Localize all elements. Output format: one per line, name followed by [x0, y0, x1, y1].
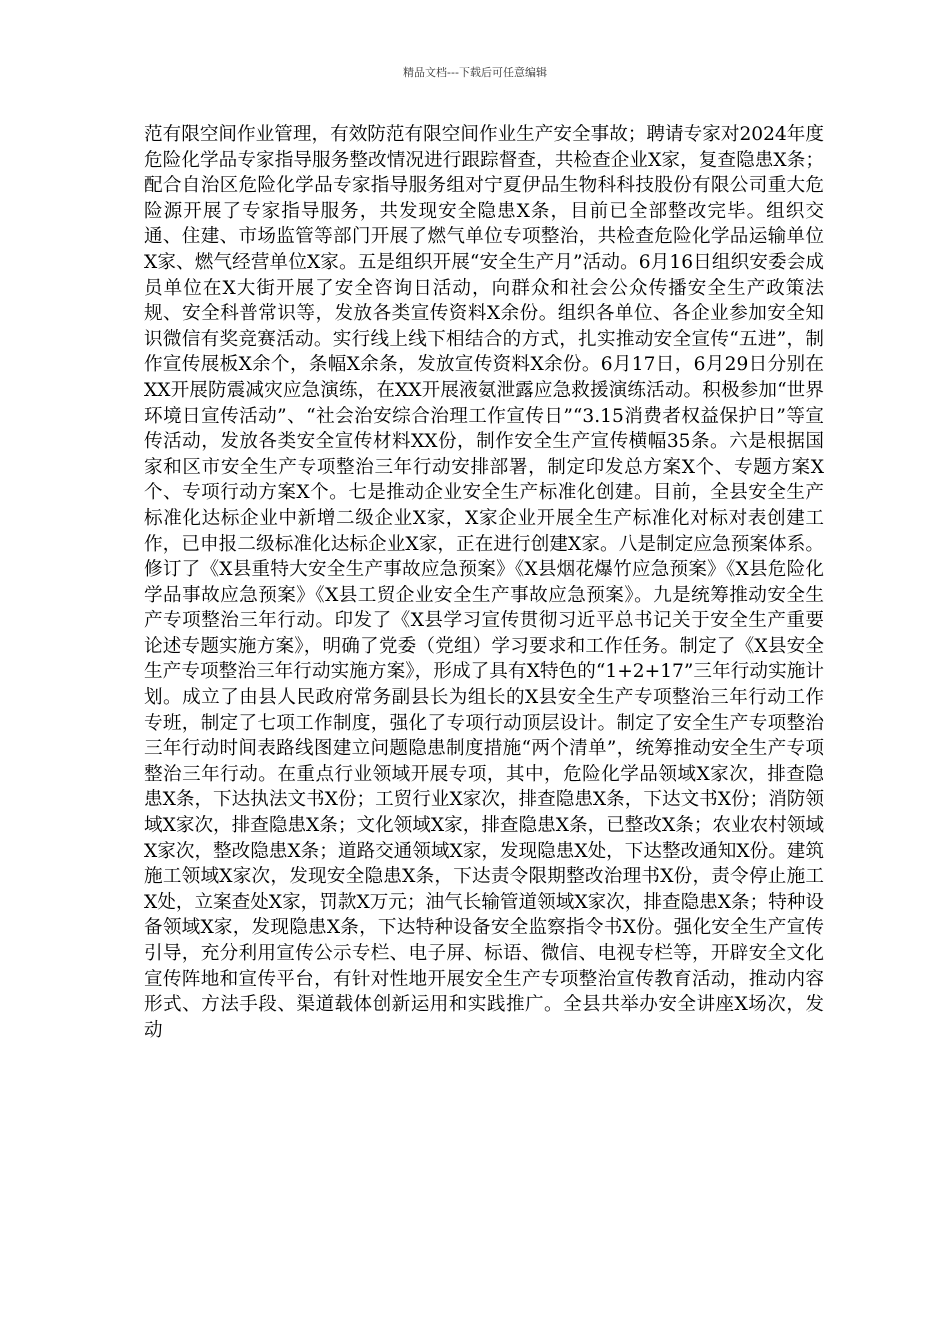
body-paragraph: 范有限空间作业管理，有效防范有限空间作业生产安全事故；聘请专家对2024年度危险化学品专家指导服务整改情况进行跟踪督查，共检查企业X家，复查隐患X条；配合自治区危险化学品专家指导服务组对宁夏伊品生物科科技股份有限公司重大危险源开展了专家指导服务，共发现安全隐患X条，目前已全部整改完毕。组织交通、住建、市场监管等部门开展了燃气单位专项整治，共检查危险化学品运输单位X家、燃气经营单位X家。五是组织开展“安全生产月”活动。6月16日组织安委会成员单位在X大街开展了安全咨询日活动，向群众和社会公众传播安全生产政策法规、安全科普常识等，发放各类宣传资料X余份。组织各单位、各企业参加安全知识微信有奖竞赛活动。实行线上线下相结合的方式，扎实推动安全宣传“五进”，制作宣传展板X余个，条幅X余条，发放宣传资料X余份。6月17日，6月29日分别在XX开展防震减灾应急演练，在XX开展液氨泄露应急救援演练活动。积极参加“世界环境日宣传活动”、“社会治安综合治理工作宣传日”“3.15消费者权益保护日”等宣传活动，发放各类安全宣传材料XX份，制作安全生产宣传横幅35条。六是根据国家和区市安全生产专项整治三年行动安排部署，制定印发总方案X个、专题方案X个、专项行动方案X个。七是推动企业安全生产标准化创建。目前，全县安全生产标准化达标企业中新增二级企业X家，X家企业开展全生产标准化对标对表创建工作，已申报二级标准化达标企业X家，正在进行创建X家。八是制定应急预案体系。修订了《X县重特大安全生产事故应急预案》《X县烟花爆竹应急预案》《X县危险化学品事故应急预案》《X县工贸企业安全生产事故应急预案》。九是统筹推动安全生产专项整治三年行动。印发了《X县学习宣传贯彻习近平总书记关于安全生产重要论述专题实施方案》，明确了党委（党组）学习要求和工作任务。制定了《X县安全生产专项整治三年行动实施方案》，形成了具有X特色的“1+2+17”三年行动实施计划。成立了由县人民政府常务副县长为组长的X县安全生产专项整治三年行动工作专班，制定了七项工作制度，强化了专项行动顶层设计。制定了安全生产专项整治三年行动时间表路线图建立问题隐患制度措施“两个清单”，统筹推动安全生产专项整治三年行动。在重点行业领域开展专项，其中，危险化学品领域X家次，排查隐患X条，下达执法文书X份；工贸行业X家次，排查隐患X条，下达文书X份；消防领域X家次，排查隐患X条；文化领域X家，排查隐患X条，已整改X条；农业农村领域X家次，整改隐患X条；道路交通领域X家，发现隐患X处，下达整改通知X份。建筑施工领域X家次，发现安全隐患X条，下达责令限期整改治理书X份，责令停止施工X处，立案查处X家，罚款X万元；油气长输管道领域X家次，排查隐患X条；特种设备领域X家，发现隐患X条，下达特种设备安全监察指令书X份。强化安全生产宣传引导，充分利用宣传公示专栏、电子屏、标语、微信、电视专栏等，开辟安全文化宣传阵地和宣传平台，有针对性地开展安全生产专项整治宣传教育活动，推动内容形式、方法手段、渠道载体创新运用和实践推广。全县共举办安全讲座X场次，发动: [144, 124, 824, 1041]
document-body: [144, 122, 824, 1043]
page-header: 精品文档---下载后可任意编辑: [403, 66, 547, 79]
